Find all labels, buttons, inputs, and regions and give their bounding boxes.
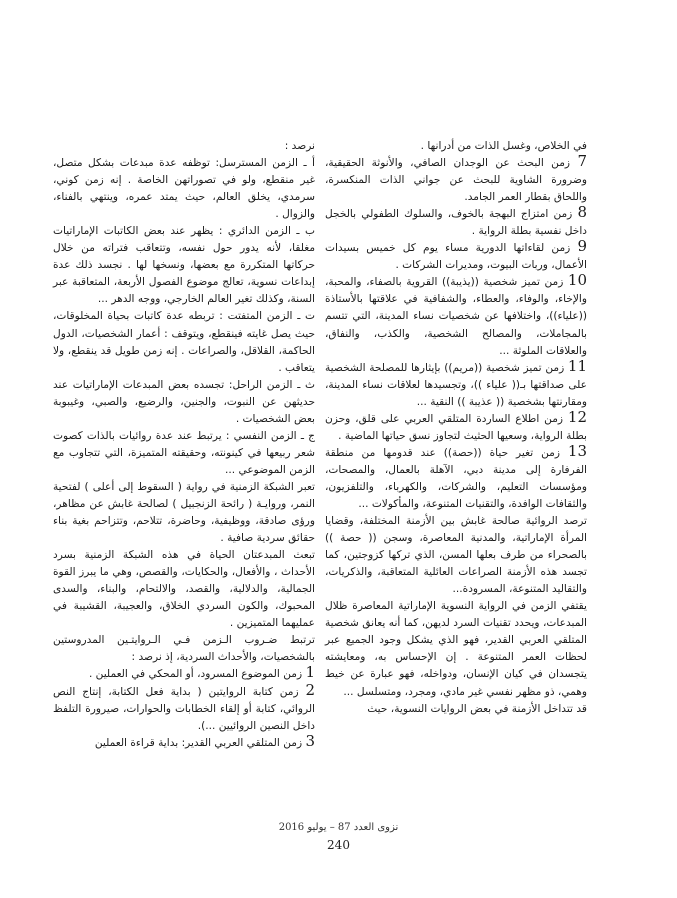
paragraph <box>325 441 587 513</box>
list-number: 2 <box>305 680 316 699</box>
paragraph <box>53 428 315 479</box>
paragraph-text: ث ـ الزمن الراحل: تجسده بعض المبدعات الإماراتيات عند حديثهن عن النبوت، والجنين، والرضيع، والصبي، وغيبوبة بعض الشخصيات . <box>53 378 315 425</box>
paragraph <box>325 152 587 206</box>
list-number: 13 <box>567 441 587 460</box>
paragraph <box>325 407 587 445</box>
paragraph-text: زمن الموضوع المسرود، أو المحكي في العملين . <box>88 668 303 681</box>
paragraph-text: أ ـ الزمن المسترسل: توظفه عدة مبدعات بشكل متصل، غير منقطع، ولو في تصوراتهن الخاصة . إنه زمن كوني، سرمدي، يخلق العالم، حيث يمتد عمره، وينتهي بالفناء، والزوال . <box>53 157 315 221</box>
paragraph <box>53 155 315 223</box>
paragraph <box>325 356 587 411</box>
paragraph <box>53 223 315 308</box>
paragraph-text: يقتفي الزمن في الرواية النسوية الإماراتية المعاصرة ظلال المبدعات، ويحدد تقنيات السرد لديهن، كما أنه يعانق شخصية المتلقي العربي القدير، فهو الذي يشكل وجود الجميع عبر لحظات العمر المتنوعة . إن الإحساس به، ومعايشته يتجسدان في كيان الإنسان، ودواخله، فهو عبارة عن خيط وهمي، ذو مظهر نفسي غير مادي، ومجرد، ومتسلسل ... <box>325 600 587 698</box>
paragraph-text: قد تتداخل الأزمنة في بعض الروايات النسوية، حيث <box>367 702 587 715</box>
paragraph <box>53 479 315 547</box>
paragraph <box>53 138 315 155</box>
list-number: 7 <box>577 152 587 171</box>
paragraph-text: تبعث المبدعتان الحياة في هذه الشبكة الزمنية بسرد الأحداث ، والأفعال، والحكايات، والقصص، وهي ما يبرز القوة الجمالية، والدلالية، والقصد، والالتحام، والبناء، والسدى المحبوك، والكون السردي الخلاق، والعجيبة، القشيبة في عمليهما المتميزين . <box>53 549 315 630</box>
paragraph <box>325 271 587 359</box>
paragraph-text: نرصد : <box>284 140 315 152</box>
left-text-column <box>53 138 315 752</box>
paragraph-text: زمن كتابة الروايتين ( بداية فعل الكتابة، إنتاج النص الروائي، كتابة أو إلقاء الخطابات والحوارات، صيرورة التلفظ داخل النصين الروائيين ...). <box>53 685 315 732</box>
paragraph <box>325 513 587 598</box>
paragraph-text: زمن اطلاع الساردة المتلقي العربي على قلق، وحزن بطلة الرواية، وسعيها الحثيث لتجاوز نسق حياتها الماضية . <box>325 412 587 442</box>
paragraph <box>53 547 315 632</box>
page-number: 240 <box>327 838 350 852</box>
paragraph-text: زمن تميز شخصية ((مريم)) بإيثارها للمصلحة الشخصية على صداقتها بـ(( علياء ))، وتجسيدها لعلاقات نساء المدينة، ومقارنتها بشخصية (( عذيبة )) النقية ... <box>325 361 587 408</box>
list-number: 11 <box>567 356 587 375</box>
paragraph <box>325 701 587 718</box>
paragraph-text: زمن لقاءاتها الدورية مساء يوم كل خميس بسيدات الأعمال، وربات البيوت، ومديرات الشركات . <box>325 242 587 272</box>
paragraph-text: في الخلاص، وغسل الذات من أدرانها . <box>420 140 587 152</box>
list-number: 3 <box>305 731 315 750</box>
paragraph-text: ترتبط ضـروب الـزمن فـي الـروايتـين المدروستين بالشخصيات، والأحداث السردية، إذ نرصد : <box>53 634 315 664</box>
paragraph-text: زمن البحث عن الوجدان الصافي، والأنوثة الحقيقية، وضرورة الشاوية للبحث عن جواني الذات المنكسرة، واللحاق بقطار العمر الجامد. <box>325 157 587 204</box>
paragraph-text: زمن تميز شخصية ((يذيبة)) القروية بالصفاء، والمحبة، والإخاء، والوفاء، والعطاء، والشفافية في علاقتها بالأستاذة ((علياء))، واختلافها عن شخصيات نساء المدينة، التي تتسم بالمجاملات، والمصالح الشخصية، والكذب، والنفاق، والعلاقات الملوثة ... <box>325 276 587 357</box>
paragraph <box>325 203 587 240</box>
paragraph-text: تعبر الشبكة الزمنية في رواية ( السقوط إلى أعلى ) لفتحية النمر، وروايـة ( رائحة الزنجبيل ) لصالحة غابش عن مظاهر، ورؤى صادقة، ووظيفية، وحاضرة، تتلاحم، وتتزاحم بغية بناء حقائق سردية صافية . <box>53 480 315 545</box>
paragraph-text: زمن امتزاج البهجة بالخوف، والسلوك الطفولي بالخجل داخل نفسية بطلة الرواية . <box>325 208 587 238</box>
paragraph-text: ت ـ الزمن المتفتت : تربطه عدة كاتبات بحياة المخلوقات، حيث يصل غايته فينقطع، ويتوقف : أعمار الشخصيات، الدول الحاكمة، القلاقل، والصراعات . إنه زمن طويل قد ينقطع، ولا يتعاقب . <box>53 310 315 374</box>
paragraph-text: ج ـ الزمن النفسي : يرتبط عند عدة روائيات بالذات كصوت شعر ربيعها في كينونته، وحقيقته المتميزة، التي تتجاوب مع الزمن الموضوعي ... <box>53 429 315 476</box>
paragraph-text: زمن المتلقي العربي القدير: بداية قراءة العملين <box>94 736 303 749</box>
list-number: 10 <box>567 271 587 290</box>
paragraph <box>53 377 315 428</box>
paragraph <box>53 731 315 752</box>
paragraph <box>53 680 316 735</box>
list-number: 8 <box>577 203 587 222</box>
paragraph <box>53 663 315 683</box>
paragraph <box>325 237 587 274</box>
issue-info: نزوى العدد 87 – يوليو 2016 <box>278 822 399 833</box>
paragraph <box>325 138 587 155</box>
paragraph-text: زمن تغير حياة ((حصة)) عند قدومها من منطقة الفرفارة إلى مدينة دبي، الآهلة بالعمال، والمصحات، ومؤسسات التعليم، والشركات، والكهرباء، والتلفزيون، والثقافات الوافدة، والتقنيات المتنوعة، والمأكولات ... <box>325 446 587 510</box>
list-number: 12 <box>567 407 587 426</box>
list-number: 9 <box>577 237 587 256</box>
list-number: 1 <box>305 663 315 682</box>
paragraph-text: ترصد الروائية صالحة غابش بين الأزمنة المختلفة، وقضايا المرأة الإماراتية، والمدنية المعاصرة، وسجن (( حصة )) بالصحراء من طرف بعلها المسن، الذي تركها كزوجتين، كما تجسد هذه الأزمنة الصراعات العائلية المتعاقبة، والذكريات، والتقاليد المتنوعة، المسرودة... <box>325 515 587 596</box>
paragraph <box>325 598 587 700</box>
paragraph-text: ب ـ الزمن الدائري : يظهر عند بعض الكاتبات الإماراتيات مغلقا، لأنه يدور حول نفسه، وتتعاقب فتراته من خلال حركاتها المتكررة مع بعضها، ونسخها لها . نجسد ذلك عدة إبداعات نسوية، تعالج موضوع الفصول الأربعة، المتعاقبة عبر السنة، وكذلك تغير العالم الخارجي، ووجه الدهر ... <box>53 225 315 306</box>
right-text-column <box>325 138 587 718</box>
paragraph <box>53 632 315 666</box>
paragraph <box>53 308 315 376</box>
